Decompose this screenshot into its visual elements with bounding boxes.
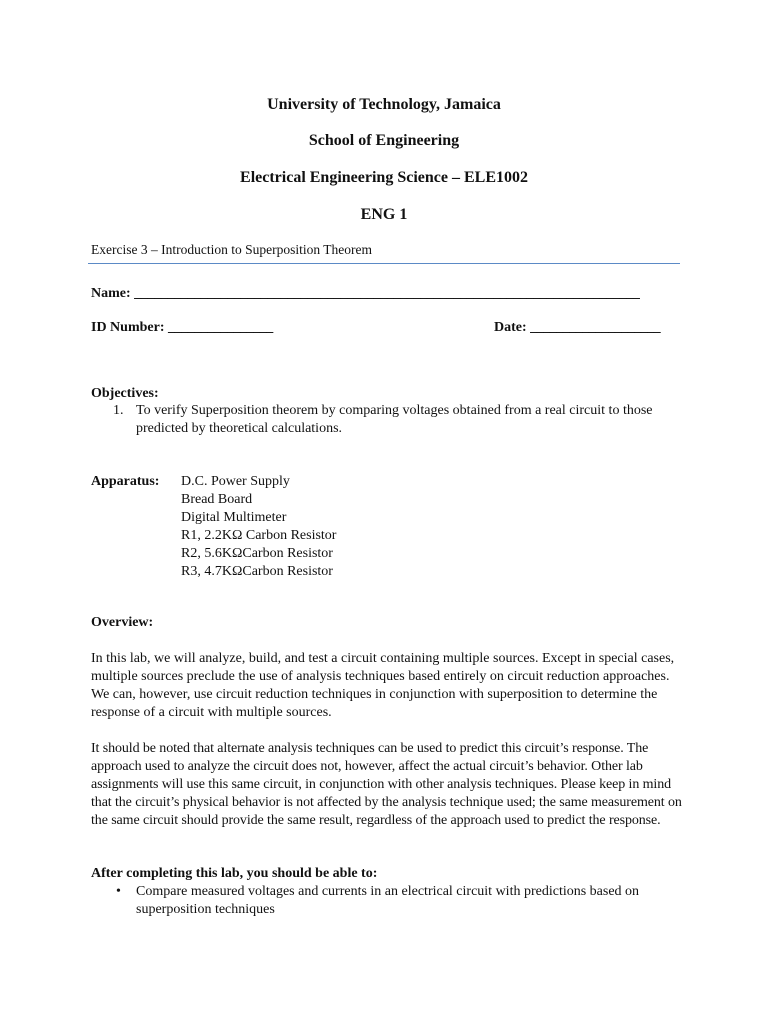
exercise-divider (88, 263, 680, 264)
objective-number: 1. (113, 403, 124, 418)
level-title: ENG 1 (360, 206, 408, 223)
bullet-icon: • (116, 884, 121, 899)
id-number-blank-line[interactable]: ________________ (168, 320, 273, 335)
list-item: R1, 2.2KΩ Carbon Resistor (181, 528, 337, 543)
name-field[interactable] (91, 285, 640, 303)
objectives-heading: Objectives: (91, 386, 159, 401)
id-number-label: ID Number: (91, 320, 165, 335)
list-item: D.C. Power Supply (181, 474, 290, 489)
apparatus-list (181, 473, 336, 581)
overview-heading: Overview: (91, 615, 154, 630)
exercise-title: Exercise 3 – Introduction to Superposition Theorem (91, 242, 372, 257)
paragraph-text: In this lab, we will analyze, build, and test a circuit containing multiple sources. Except in special cases, multiple sources preclude the use of analysis techniques based entirely on circuit reduction approaches. We can, however, use circuit reduction techniques in conjunction with superposition to determine the response of a circuit with multiple sources. (91, 651, 675, 720)
outcomes-heading: After completing this lab, you should be able to: (91, 866, 378, 881)
list-item: R2, 5.6KΩCarbon Resistor (181, 546, 333, 561)
id-number-field[interactable] (91, 319, 273, 337)
overview-paragraph-1 (91, 650, 681, 722)
list-item: Bread Board (181, 492, 253, 507)
school-title: School of Engineering (308, 132, 460, 149)
outcome-text: Compare measured voltages and currents in an electrical circuit with predictions based on superposition techniques (136, 884, 640, 917)
course-title: Electrical Engineering Science – ELE1002 (240, 169, 528, 186)
list-item: Digital Multimeter (181, 510, 287, 525)
university-title: University of Technology, Jamaica (267, 96, 501, 113)
name-blank-line[interactable]: ____________________________________________________________________________ (134, 286, 640, 301)
overview-paragraph-2 (91, 740, 683, 830)
name-label: Name: (91, 286, 131, 301)
date-field[interactable] (494, 319, 660, 337)
apparatus-heading: Apparatus: (91, 474, 160, 489)
date-blank-line[interactable]: ____________________ (530, 320, 661, 335)
date-label: Date: (494, 320, 527, 335)
objective-text: To verify Superposition theorem by comparing voltages obtained from a real circuit to those predicted by theoretical calculations. (136, 403, 653, 436)
paragraph-text: It should be noted that alternate analysis techniques can be used to predict this circuit’s response. The approach used to analyze the circuit does not, however, affect the actual circuit’s behavior. Other lab assignments will use this same circuit, in conjunction with other analysis techniques. Please keep in mind that the circuit’s physical behavior is not affected by the analysis technique used; the same measurement on the same circuit should provide the same result, regardless of the approach used to predict the response. (91, 741, 682, 828)
list-item: R3, 4.7KΩCarbon Resistor (181, 564, 333, 579)
